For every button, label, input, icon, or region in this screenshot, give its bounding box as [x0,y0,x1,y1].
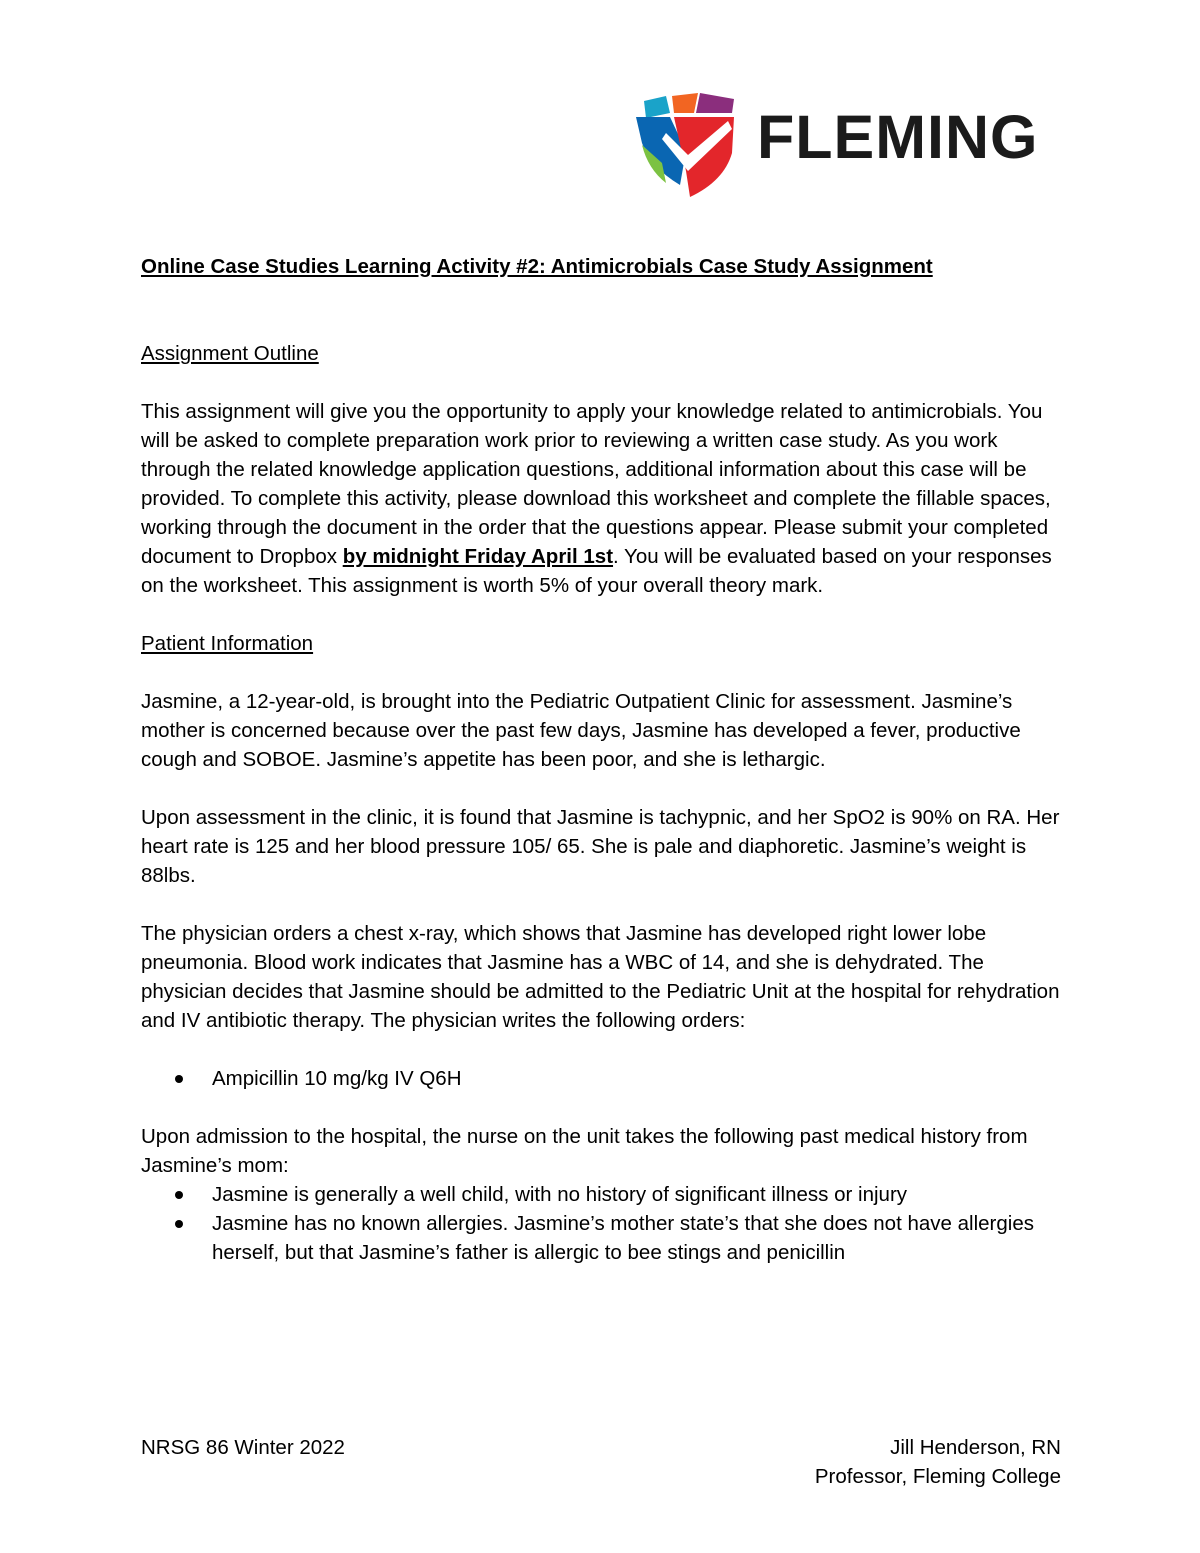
fleming-wordmark: FLEMING [757,103,1039,171]
footer-author-block [815,1433,1061,1491]
outline-text-before: This assignment will give you the opportunity to apply your knowledge related to antimicrobials. You will be asked to complete preparation work prior to reviewing a written case study. As you work through the related knowledge application questions, additional information about this case will be provided. To complete this activity, please download this worksheet and complete the fillable spaces, working through the document in the order that the questions appear. Please submit your completed document to Dropbox [141,400,1051,568]
bullet-icon [175,1191,183,1199]
list-item: Ampicillin 10 mg/kg IV Q6H [141,1064,1061,1093]
patient-paragraph-4: Upon admission to the hospital, the nurse on the unit takes the following past medical history from Jasmine’s mom: [141,1125,1028,1177]
list-item: Jasmine has no known allergies. Jasmine’s mother state’s that she does not have allergies herself, but that Jasmine’s father is allergic to bee stings and penicillin [141,1209,1061,1267]
patient-paragraph-1: Jasmine, a 12-year-old, is brought into the Pediatric Outpatient Clinic for assessment. Jasmine’s mother is concerned because over the past few days, Jasmine has developed a fever, productive cough and SOBOE. Jasmine’s appetite has been poor, and she is lethargic. [141,690,1021,771]
document-body [141,252,1061,1267]
outline-paragraph [141,397,1061,600]
bullet-icon [175,1075,183,1083]
fleming-shield-icon [636,93,736,199]
list-item: Jasmine is generally a well child, with no history of significant illness or injury [141,1180,1061,1209]
patient-paragraph-3: The physician orders a chest x-ray, which shows that Jasmine has developed right lower lobe pneumonia. Blood work indicates that Jasmine has a WBC of 14, and she is dehydrated. The physician decides that Jasmine should be admitted to the Pediatric Unit at the hospital for rehydration and IV antibiotic therapy. The physician writes the following orders: [141,922,1060,1032]
footer-author: Jill Henderson, RN [890,1436,1061,1459]
patient-heading: Patient Information [141,632,314,655]
outline-text-after: . You will be evaluated based on your responses on the worksheet. This assignment is worth 5% of your overall theory mark. [141,545,1052,597]
patient-paragraph-2: Upon assessment in the clinic, it is found that Jasmine is tachypnic, and her SpO2 is 90% on RA. Her heart rate is 125 and her blood pressure 105/ 65. She is pale and diaphoretic. Jasmine’s weight is 88lbs. [141,806,1060,887]
footer-role: Professor, Fleming College [814,1465,1061,1488]
deadline-text: by midnight Friday April 1st [342,545,614,568]
orders-list [141,1064,1061,1093]
document-title: Online Case Studies Learning Activity #2: Antimicrobials Case Study Assignment [141,255,933,278]
history-list [141,1180,1061,1267]
outline-heading: Assignment Outline [141,342,319,365]
bullet-icon [175,1220,183,1228]
fleming-logo [636,93,1066,199]
footer-course: NRSG 86 Winter 2022 [141,1436,345,1459]
